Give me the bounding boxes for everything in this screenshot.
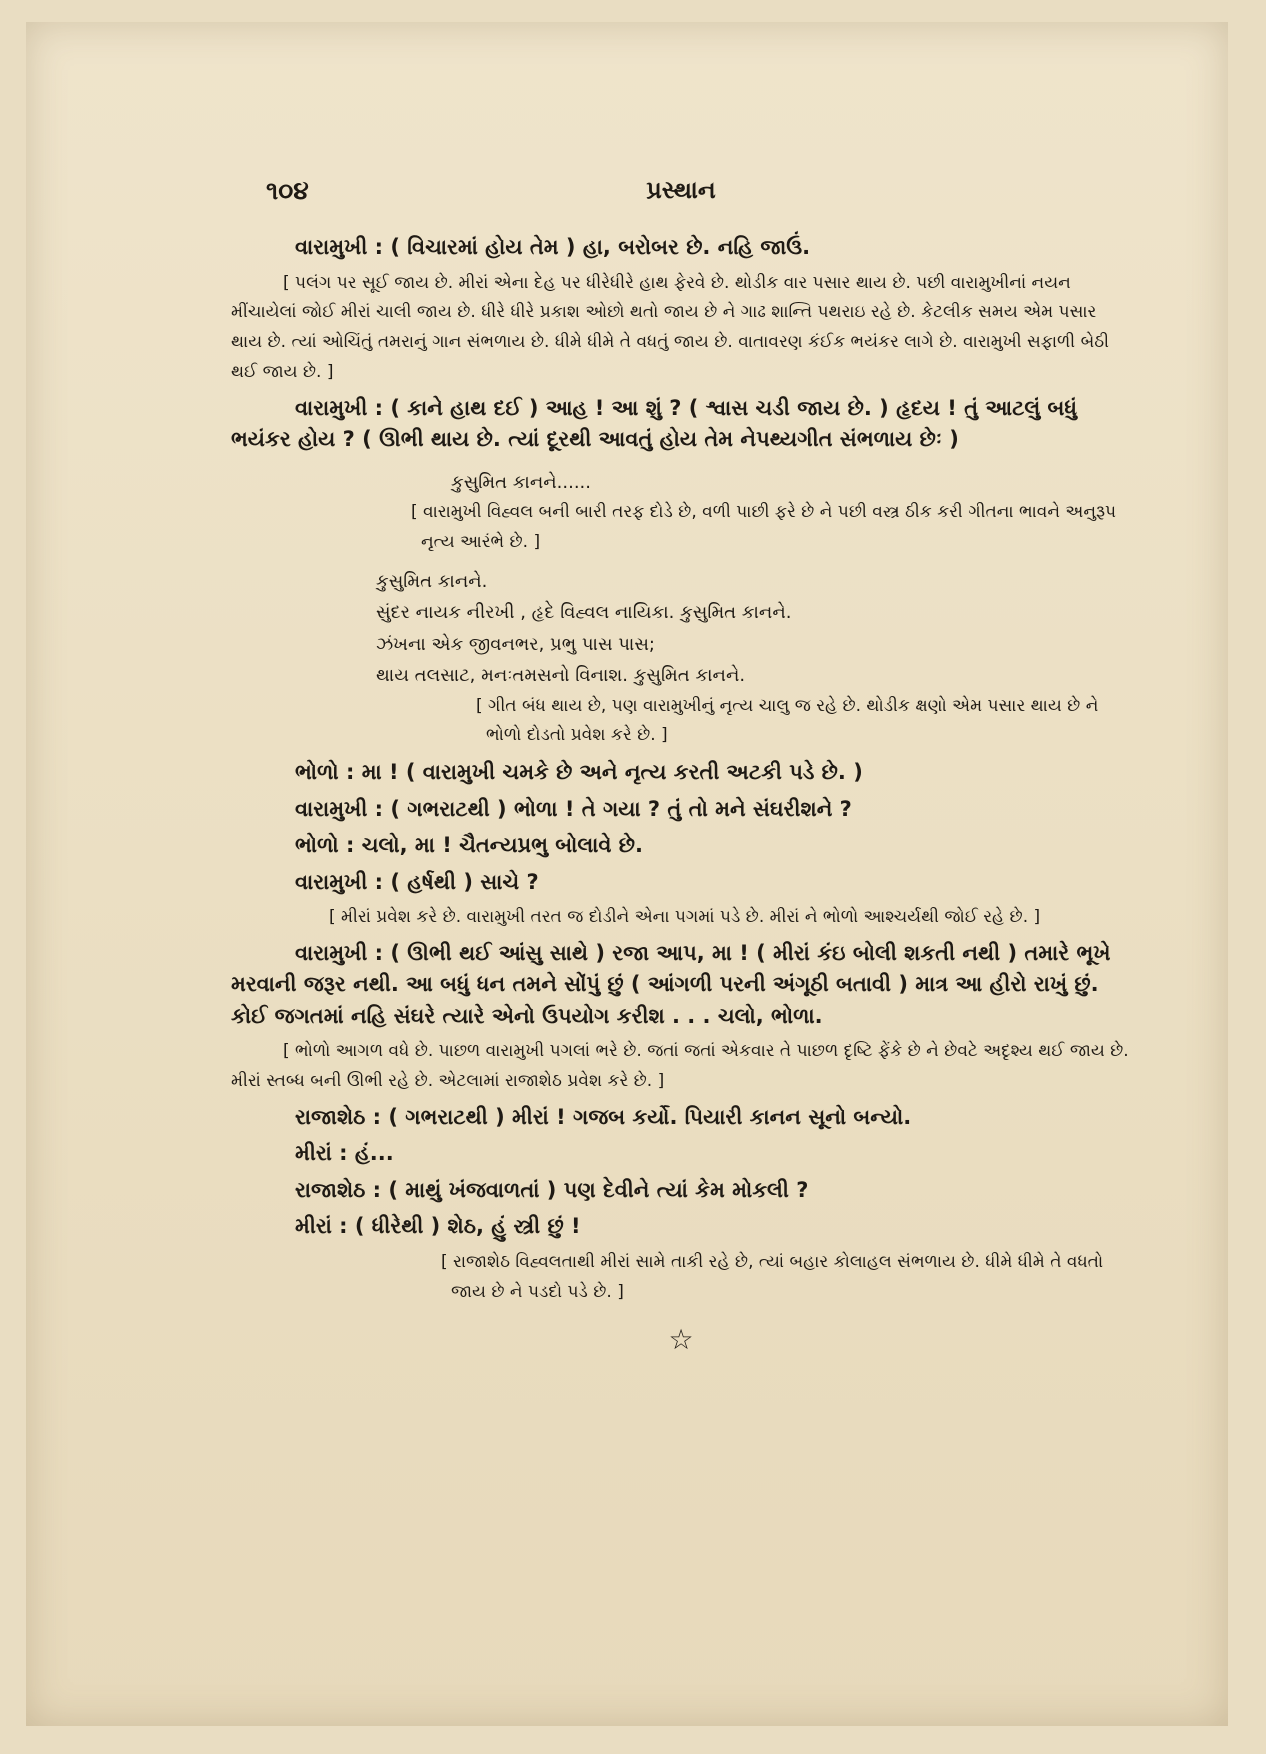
stage-direction-5: [ ભોળો આગળ વધે છે. પાછળ વારામુખી પગલાં ભરે છે. જતાં જતાં એકવાર તે પાછળ દૃષ્ટિ ફેંકે છે ને છેવટે અદૃશ્ય થઈ જાય છે. મીરાં સ્તબ્ધ બની ઊભી રહે છે. એટલામાં રાજાશેઠ પ્રવેશ કરે છે. ] [231,1041,1135,1091]
stage-direction-6: [ રાજાશેઠ વિહ્વલતાથી મીરાં સામે તાકી રહે છે, ત્યાં બહાર કોલાહલ સંભળાય છે. ધીમે ધીમે તે વધતો જાય છે ને પડદો પડે છે. ] [441,1251,1104,1302]
stage-direction-1: [ પલંગ પર સૂઈ જાય છે. મીરાં એના દેહ પર ધીરેધીરે હાથ ફેરવે છે. થોડીક વાર પસાર થાય છે. પછી વારામુખીનાં નયન મીંચાયેલાં જોઈ મીરાં ચાલી જાય છે. ધીરે ધીરે પ્રકાશ ઓછો થતો જાય છે ને ગાઢ શાન્તિ પથરાઇ રહે છે. કેટલીક સમય એમ પસાર થાય છે. ત્યાં ઓચિંતું તમરાનું ગાન સંભળાય છે. ધીમે ધીમે તે વધતું જાય છે. વાતાવરણ કંઈક ભયંકર લાગે છે. વારામુખી સફાળી બેઠી થઈ જાય છે. ] [231,272,1115,382]
dialogue-varamukhi-1: વારામુખી : ( વિચારમાં હોય તેમ ) હા, બરોબર છે. નહિ જાઉં. [295,235,811,259]
song-line: સુંદર નાયક નીરખી , હૃદે વિહ્વલ નાયિકા. કુસુમિત કાનને. [376,602,792,623]
running-title: પ્રસ્થાન [646,176,716,204]
dialogue-block-a [231,751,1131,898]
dialogue-varamukhi-2: વારામુખી : ( કાને હાથ દઈ ) આહ ! આ શું ? ( શ્વાસ ચડી જાય છે. ) હૃદય ! તું આટલું બધું ભયંકર હોય ? ( ઊભી થાય છે. ત્યાં દૂરથી આવતું હોય તેમ નેપથ્યગીત સંભળાય છેઃ ) [231,395,1085,451]
stage-direction-3: [ ગીત બંધ થાય છે, પણ વારામુખીનું નૃત્ય ચાલુ જ રહે છે. થોડીક ક્ષણો એમ પસાર થાય છે ને ભોળો દોડતો પ્રવેશ કરે છે. ] [476,695,1099,746]
page-number: ૧૦૪ [266,176,309,205]
song-line: ઝંખના એક જીવનભર, પ્રભુ પાસ પાસ; [376,633,655,655]
dialogue-line: ભોળો : ચલો, મા ! ચૈતન્યપ્રભુ બોલાવે છે. [295,833,644,857]
dialogue-line: મીરાં : હં... [295,1141,394,1166]
dialogue-line: રાજાશેઠ : ( માથું ખંજવાળતાં ) પણ દેવીને ત્યાં કેમ મોકલી ? [295,1177,809,1202]
song-opening-line: કુસુમિત કાનને...... [451,471,591,493]
dialogue-line: રાજાશેઠ : ( ગભરાટથી ) મીરાં ! ગજબ કર્યો. પિયારી કાનન સૂનો બન્યો. [295,1104,912,1129]
page-content [231,172,1135,1357]
stage-direction-4: [ મીરાં પ્રવેશ કરે છે. વારામુખી તરત જ દોડીને એના પગમાં પડે છે. મીરાં ને ભોળો આશ્ચર્યથી જોઈ રહે છે. ] [329,907,1041,927]
song-verse [231,558,1131,692]
dialogue-line: વારામુખી : ( ગભરાટથી ) ભોળા ! તે ગયા ? તું તો મને સંઘરીશને ? [295,796,852,821]
stage-direction-2: [ વારામુખી વિહ્વલ બની બારી તરફ દોડે છે, વળી પાછી ફરે છે ને પછી વસ્ત્ર ઠીક કરી ગીતના ભાવને અનુરૂપ નૃત્ય આરંભે છે. ] [411,502,1117,552]
page-header [231,172,1131,216]
dialogue-line: ભોળો : મા ! ( વારામુખી ચમકે છે અને નૃત્ય કરતી અટકી પડે છે. ) [295,760,863,784]
book-page [26,22,1228,1726]
dialogue-varamukhi-3: વારામુખી : ( ઊભી થઈ આંસુ સાથે ) રજા આપ, મા ! ( મીરાં કંઇ બોલી શકતી નથી ) તમારે ભૂખે મરવાની જરૂર નથી. આ બધું ધન તમને સોંપું છું ( આંગળી પરની અંગૂઠી બતાવી ) માત્ર આ હીરો રાખું છું. કોઈ જગતમાં નહિ સંઘરે ત્યારે એનો ઉપયોગ કરીશ . . . ચલો, ભોળા. [231,940,1118,1028]
end-star-icon: ☆ [668,1323,694,1357]
dialogue-line: મીરાં : ( ધીરેથી ) શેઠ, હું સ્ત્રી છું ! [295,1214,581,1239]
song-line: થાય તલસાટ, મનઃતમસનો વિનાશ. કુસુમિત કાનને. [376,665,746,686]
song-line: કુસુમિત કાનને. [376,570,488,592]
dialogue-line: વારામુખી : ( હર્ષથી ) સાચે ? [295,869,539,894]
dialogue-block-b [231,1102,1131,1243]
